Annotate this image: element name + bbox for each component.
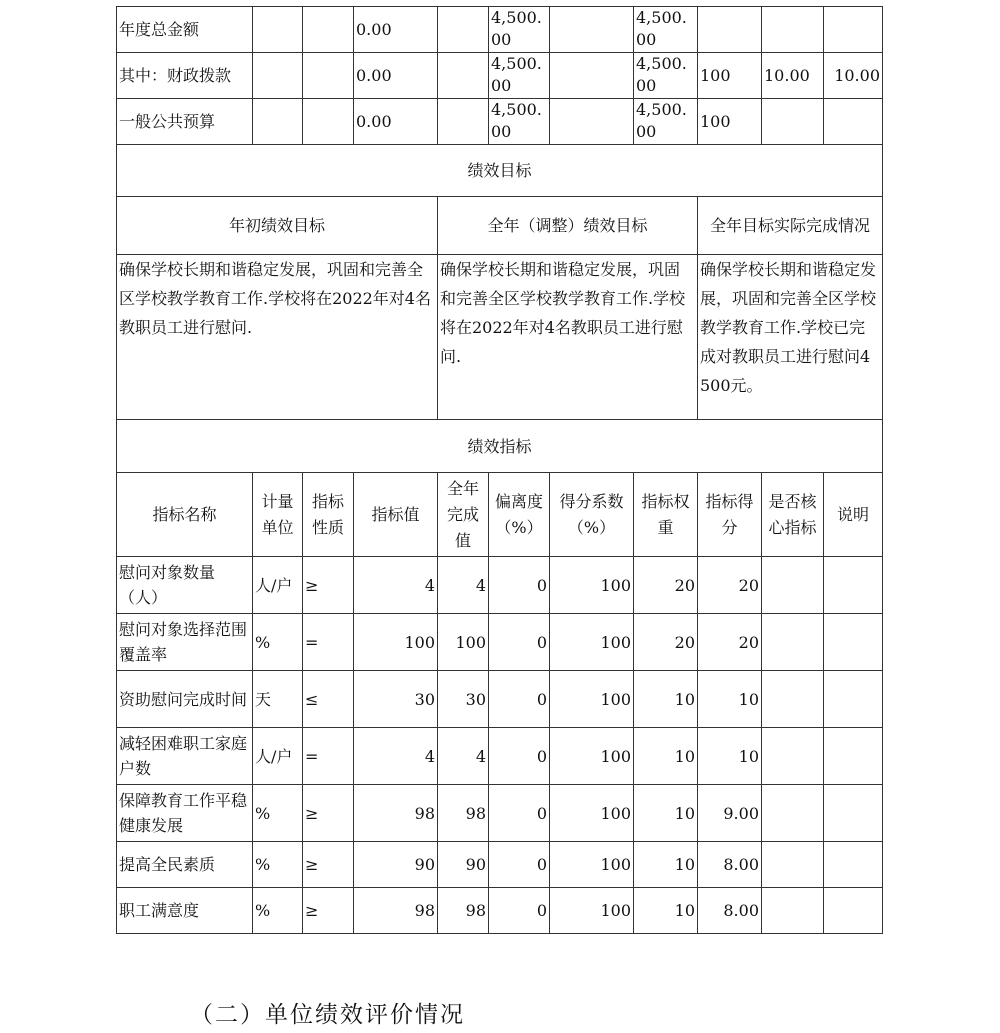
header-score: 指标得分	[698, 473, 762, 557]
indicator-coefficient: 100	[550, 842, 634, 888]
indicator-score: 20	[698, 614, 762, 671]
budget-row	[117, 7, 883, 53]
indicator-unit: %	[253, 614, 303, 671]
indicator-unit: %	[253, 785, 303, 842]
header-indicator-name: 指标名称	[117, 473, 253, 557]
budget-value: 4,500.00	[489, 99, 550, 145]
indicator-target: 98	[354, 888, 438, 934]
section-heading: （二）单位绩效评价情况	[190, 1002, 465, 1028]
indicator-deviation: 0	[489, 557, 550, 614]
budget-value: 4,500.00	[489, 7, 550, 53]
indicator-weight: 20	[634, 557, 698, 614]
indicator-name: 保障教育工作平稳健康发展	[117, 785, 253, 842]
goals-header-actual: 全年目标实际完成情况	[698, 197, 883, 255]
indicator-weight: 10	[634, 671, 698, 728]
indicator-target: 90	[354, 842, 438, 888]
indicator-core	[762, 842, 824, 888]
budget-label: 一般公共预算	[117, 99, 253, 145]
indicator-nature: =	[303, 614, 354, 671]
indicator-core	[762, 671, 824, 728]
indicator-coefficient: 100	[550, 785, 634, 842]
header-core: 是否核心指标	[762, 473, 824, 557]
goal-initial-text: 确保学校长期和谐稳定发展，巩固和完善全区学校教学教育工作.学校将在2022年对4名教职员工进行慰问.	[117, 255, 438, 420]
indicator-target: 4	[354, 557, 438, 614]
budget-value: 10.00	[762, 53, 824, 99]
indicator-note	[824, 671, 883, 728]
goal-adjusted-text: 确保学校长期和谐稳定发展，巩固和完善全区学校教学教育工作.学校将在2022年对4名教职员工进行慰问.	[438, 255, 698, 420]
indicator-nature: ≥	[303, 842, 354, 888]
header-nature: 指标性质	[303, 473, 354, 557]
budget-value: 0.00	[354, 99, 438, 145]
budget-value: 4,500.00	[489, 53, 550, 99]
goals-header-initial: 年初绩效目标	[117, 197, 438, 255]
goals-section-row	[117, 145, 883, 197]
budget-value	[762, 7, 824, 53]
indicator-core	[762, 614, 824, 671]
indicator-score: 10	[698, 671, 762, 728]
indicator-deviation: 0	[489, 785, 550, 842]
budget-row	[117, 99, 883, 145]
indicator-target: 100	[354, 614, 438, 671]
indicator-nature: ≥	[303, 557, 354, 614]
indicator-core	[762, 728, 824, 785]
goals-header-adjusted: 全年（调整）绩效目标	[438, 197, 698, 255]
indicator-row	[117, 785, 883, 842]
goal-actual-text: 确保学校长期和谐稳定发展，巩固和完善全区学校教学教育工作.学校已完成对教职员工进行慰问4500元。	[698, 255, 883, 420]
indicator-score: 8.00	[698, 842, 762, 888]
indicator-row	[117, 888, 883, 934]
indicator-target: 30	[354, 671, 438, 728]
indicator-row	[117, 671, 883, 728]
indicator-deviation: 0	[489, 842, 550, 888]
indicator-weight: 10	[634, 728, 698, 785]
header-weight: 指标权重	[634, 473, 698, 557]
indicator-unit: 人/户	[253, 557, 303, 614]
indicator-name: 资助慰问完成时间	[117, 671, 253, 728]
budget-value	[824, 99, 883, 145]
indicator-name: 职工满意度	[117, 888, 253, 934]
indicator-core	[762, 785, 824, 842]
indicator-note	[824, 557, 883, 614]
indicator-actual: 98	[438, 888, 489, 934]
indicator-score: 10	[698, 728, 762, 785]
indicator-coefficient: 100	[550, 671, 634, 728]
budget-label: 其中：财政拨款	[117, 53, 253, 99]
indicator-name: 慰问对象数量（人）	[117, 557, 253, 614]
header-unit: 计量单位	[253, 473, 303, 557]
indicator-coefficient: 100	[550, 888, 634, 934]
budget-label: 年度总金额	[117, 7, 253, 53]
budget-value: 100	[698, 99, 762, 145]
header-coefficient: 得分系数（%）	[550, 473, 634, 557]
indicators-header-row	[117, 473, 883, 557]
indicator-row	[117, 614, 883, 671]
indicator-unit: 天	[253, 671, 303, 728]
performance-table	[116, 6, 883, 934]
header-actual: 全年完成值	[438, 473, 489, 557]
indicator-actual: 4	[438, 728, 489, 785]
indicator-target: 4	[354, 728, 438, 785]
indicator-deviation: 0	[489, 728, 550, 785]
header-note: 说明	[824, 473, 883, 557]
indicator-name: 慰问对象选择范围覆盖率	[117, 614, 253, 671]
indicator-note	[824, 785, 883, 842]
indicator-weight: 10	[634, 842, 698, 888]
indicator-coefficient: 100	[550, 557, 634, 614]
indicator-core	[762, 557, 824, 614]
indicator-deviation: 0	[489, 671, 550, 728]
indicator-actual: 30	[438, 671, 489, 728]
budget-value	[698, 7, 762, 53]
indicator-note	[824, 888, 883, 934]
indicator-deviation: 0	[489, 614, 550, 671]
indicator-name: 提高全民素质	[117, 842, 253, 888]
indicator-nature: ≤	[303, 671, 354, 728]
indicator-row	[117, 842, 883, 888]
indicator-name: 减轻困难职工家庭户数	[117, 728, 253, 785]
indicator-unit: 人/户	[253, 728, 303, 785]
indicator-score: 8.00	[698, 888, 762, 934]
budget-value: 4,500.00	[634, 7, 698, 53]
indicator-nature: ≥	[303, 888, 354, 934]
indicator-deviation: 0	[489, 888, 550, 934]
indicator-core	[762, 888, 824, 934]
indicator-weight: 10	[634, 785, 698, 842]
indicator-unit: %	[253, 888, 303, 934]
budget-value: 0.00	[354, 53, 438, 99]
indicator-weight: 10	[634, 888, 698, 934]
indicator-coefficient: 100	[550, 728, 634, 785]
indicator-unit: %	[253, 842, 303, 888]
indicator-actual: 98	[438, 785, 489, 842]
budget-value: 0.00	[354, 7, 438, 53]
indicator-actual: 4	[438, 557, 489, 614]
header-target: 指标值	[354, 473, 438, 557]
indicator-target: 98	[354, 785, 438, 842]
indicator-note	[824, 842, 883, 888]
header-deviation: 偏离度（%）	[489, 473, 550, 557]
budget-value	[824, 7, 883, 53]
indicators-section-title: 绩效指标	[117, 420, 883, 473]
budget-value: 4,500.00	[634, 99, 698, 145]
indicator-score: 9.00	[698, 785, 762, 842]
budget-value: 100	[698, 53, 762, 99]
indicator-score: 20	[698, 557, 762, 614]
indicator-actual: 90	[438, 842, 489, 888]
goals-content-row	[117, 255, 883, 420]
indicator-note	[824, 728, 883, 785]
budget-value: 4,500.00	[634, 53, 698, 99]
indicator-nature: ≥	[303, 785, 354, 842]
indicator-row	[117, 728, 883, 785]
budget-value: 10.00	[824, 53, 883, 99]
indicator-row	[117, 557, 883, 614]
indicator-weight: 20	[634, 614, 698, 671]
indicator-coefficient: 100	[550, 614, 634, 671]
goals-section-title: 绩效目标	[117, 145, 883, 197]
indicator-actual: 100	[438, 614, 489, 671]
goals-header-row	[117, 197, 883, 255]
indicator-nature: =	[303, 728, 354, 785]
indicators-section-row	[117, 420, 883, 473]
budget-value	[762, 99, 824, 145]
indicator-note	[824, 614, 883, 671]
budget-row	[117, 53, 883, 99]
